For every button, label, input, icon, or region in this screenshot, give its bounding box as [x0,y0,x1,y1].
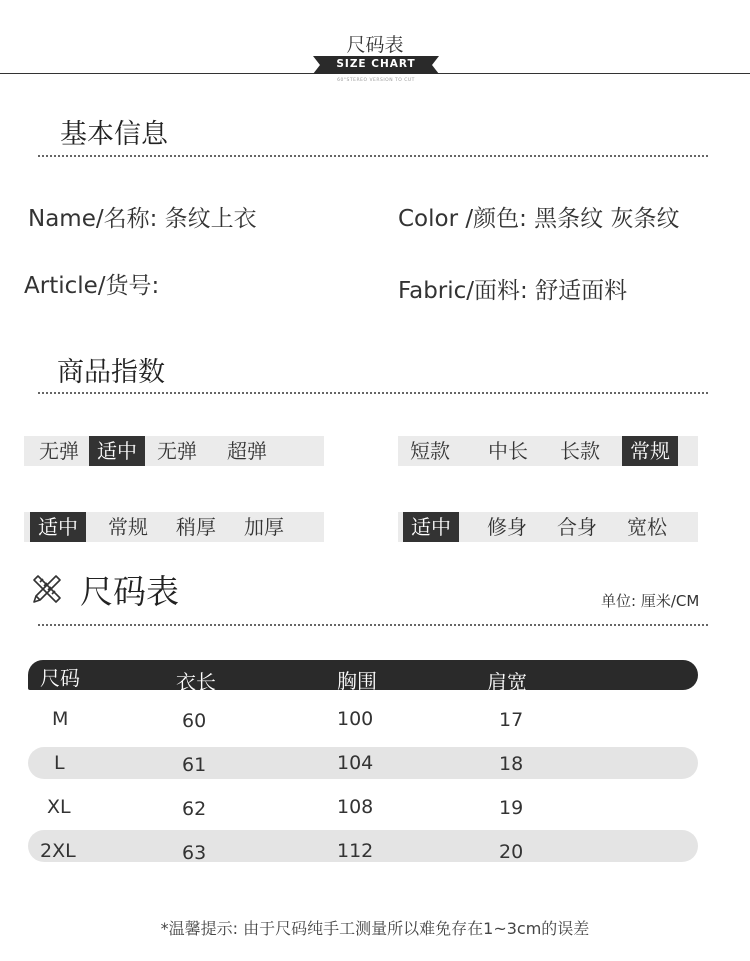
table-cell-size: XL [47,796,71,818]
table-cell-shoulder: 17 [499,709,524,731]
column-header-size: 尺码 [40,666,80,690]
table-cell-shoulder: 18 [499,753,524,775]
index-option: 稍厚 [176,515,216,539]
index-option: 无弹 [157,439,197,463]
index-row-thickness [24,512,324,542]
index-option: 短款 [410,439,450,463]
dotted-divider [38,392,708,394]
index-option: 宽松 [627,515,667,539]
index-row-elasticity [24,436,324,466]
table-cell-size: M [52,708,69,730]
index-option: 加厚 [244,515,284,539]
product-index-title: 商品指数 [57,357,165,388]
product-fabric: Fabric/面料: 舒适面料 [398,278,628,304]
index-option: 超弹 [227,439,267,463]
page-header-title: 尺码表 [346,34,404,56]
index-row-fit [398,512,698,542]
index-option: 合身 [557,515,597,539]
product-color: Color /颜色: 黑条纹 灰条纹 [398,206,680,232]
table-cell-length: 60 [182,710,207,732]
index-option: 无弹 [39,439,79,463]
index-option: 常规 [108,515,148,539]
table-cell-chest: 112 [337,840,374,862]
table-cell-size: L [54,752,65,774]
dotted-divider [38,155,708,157]
index-option-selected: 常规 [622,436,678,466]
table-cell-shoulder: 20 [499,841,524,863]
index-option-selected: 适中 [30,512,86,542]
table-cell-shoulder: 19 [499,797,524,819]
table-cell-chest: 108 [337,796,374,818]
column-header-shoulder: 肩宽 [487,670,527,694]
index-option-selected: 适中 [89,436,145,466]
measurement-note: *温馨提示: 由于尺码纯手工测量所以难免存在1~3cm的误差 [160,919,590,938]
column-header-chest: 胸围 [337,669,377,693]
index-row-length [398,436,698,466]
table-cell-size: 2XL [40,840,76,862]
index-option: 修身 [487,515,527,539]
table-cell-chest: 104 [337,752,374,774]
product-name: Name/名称: 条纹上衣 [28,206,257,232]
table-cell-length: 62 [182,798,207,820]
unit-label: 单位: 厘米/CM [601,592,700,610]
header-subtitle: 60°STEREO VERSION TO CUT [337,78,415,83]
table-cell-chest: 100 [337,708,374,730]
index-option: 长款 [560,439,600,463]
size-chart-badge: SIZE CHART [336,58,416,70]
table-cell-length: 63 [182,842,207,864]
ruler-pencil-icon [30,572,64,604]
basic-info-title: 基本信息 [60,119,168,150]
index-option: 中长 [488,439,528,463]
product-article: Article/货号: [24,273,160,299]
index-option-selected: 适中 [403,512,459,542]
column-header-length: 衣长 [176,670,216,694]
size-chart-title: 尺码表 [80,572,179,611]
table-cell-length: 61 [182,754,207,776]
dotted-divider [38,624,708,626]
